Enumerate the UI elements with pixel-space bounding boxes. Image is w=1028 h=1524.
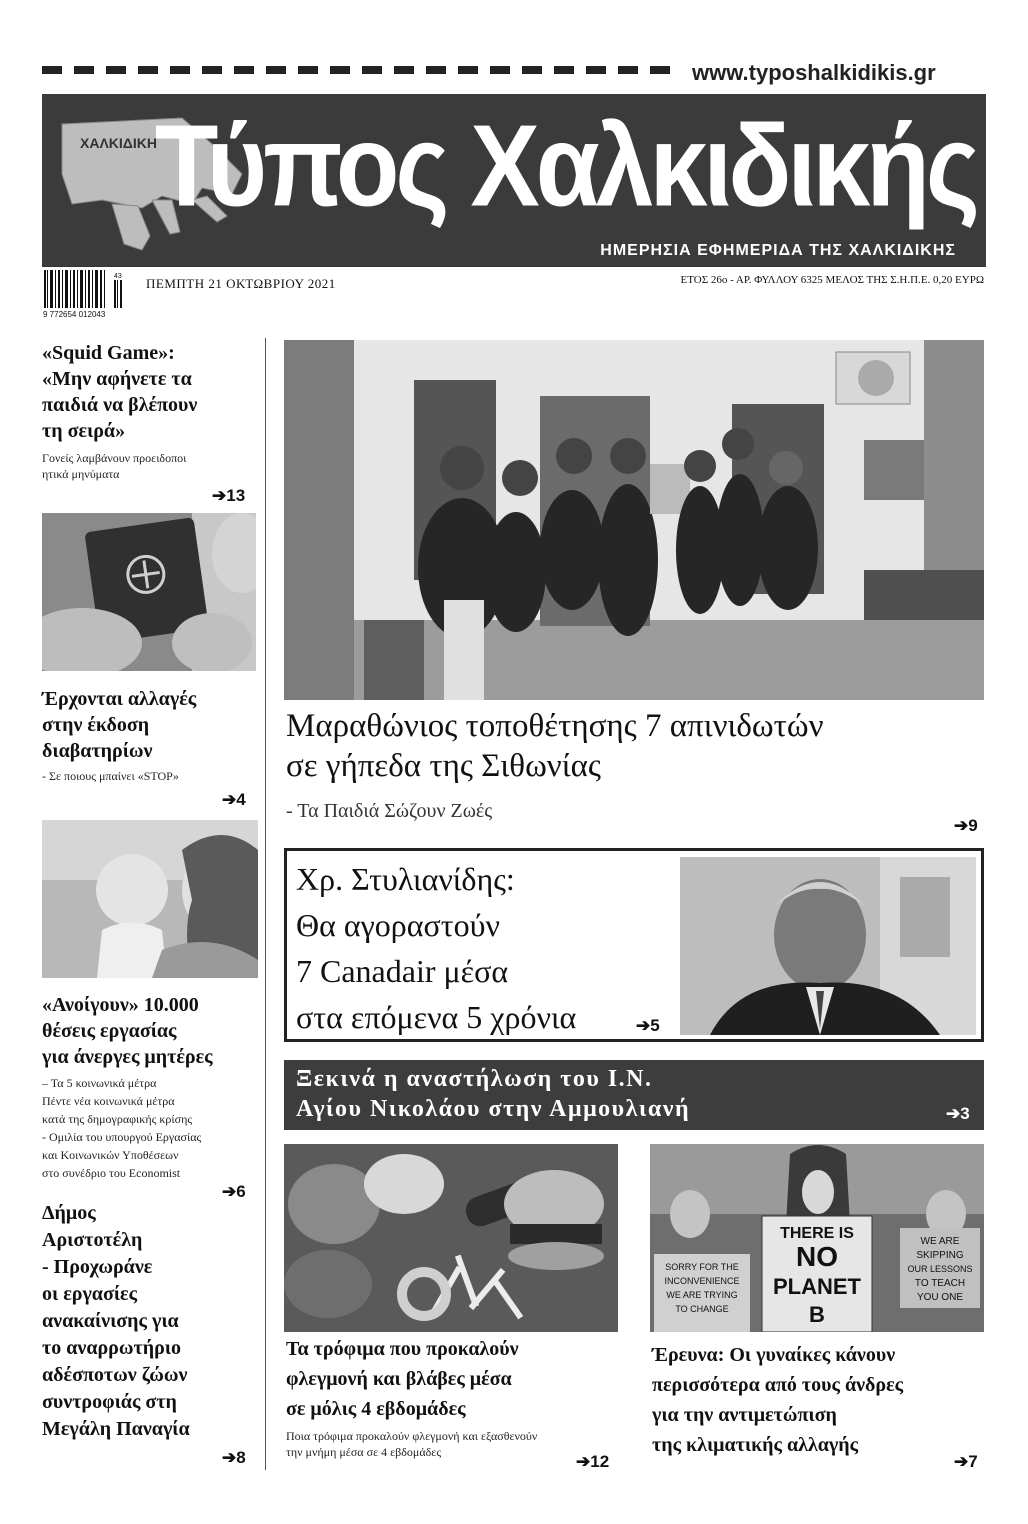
page-ref: ➔5 (636, 1016, 660, 1035)
map-label: ΧΑΛΚΙΔΙΚΗ (80, 135, 157, 151)
barcode-image (42, 268, 128, 318)
food-story[interactable] (286, 1334, 616, 1460)
page-ref: ➔3 (946, 1104, 970, 1123)
story-headline: «Ανοίγουν» 10.000 θέσεις εργασίας για άνεργες μητέρες (42, 994, 213, 1068)
main-headline[interactable]: Μαραθώνιος τοποθέτησης 7 απινιδωτών σε γήπεδα της Σιθωνίας (286, 708, 824, 784)
issue-date: ΠΕΜΠΤΗ 21 ΟΚΤΩΒΡΙΟΥ 2021 (146, 276, 336, 291)
story-subtitle: – Τα 5 κοινωνικά μέτρα Πέντε νέα κοινωνικά μέτρα κατά της δημογραφικής κρίσης - Ομιλία του υπουργού Εργασίας και Κοινωνικών Υποθέσεων στο συνέδριο του Economist (42, 1076, 202, 1180)
info-rule (42, 266, 986, 267)
sign-text: B (809, 1302, 825, 1327)
sign-text: INCONVENIENCE (664, 1276, 740, 1286)
climate-story[interactable] (652, 1340, 982, 1460)
barcode-number: 9 772654 012043 (43, 310, 106, 318)
passport-story[interactable] (42, 686, 262, 784)
sign-text: TO TEACH (914, 1278, 966, 1289)
page-ref: ➔9 (954, 816, 978, 835)
church-headline: Ξεκινά η αναστήλωση του Ι.Ν. Αγίου Νικολάου στην Αμμουλιανή (296, 1066, 691, 1122)
sign-text: PLANET (773, 1274, 861, 1299)
masthead (42, 94, 986, 266)
sign-text: TO CHANGE (675, 1304, 729, 1314)
page-ref: ➔12 (576, 1452, 610, 1471)
stylianidis-photo (680, 857, 976, 1035)
page-ref: ➔6 (222, 1182, 246, 1201)
page-ref: ➔8 (222, 1448, 246, 1467)
sign-text: SORRY FOR THE (665, 1262, 739, 1272)
sign-text: NO (796, 1241, 838, 1272)
sign-text: SKIPPING (916, 1250, 964, 1261)
passport-photo (42, 513, 256, 671)
story-headline: Τα τρόφιμα που προκαλούν φλεγμονή και βλάβες μέσα σε μόλις 4 εβδομάδες (286, 1338, 519, 1420)
sign-text: THERE IS (780, 1225, 854, 1242)
story-subtitle: Γονείς λαμβάνουν προειδοποι ητικά μηνύματα (42, 451, 187, 481)
sign-text: YOU ONE (916, 1292, 964, 1303)
sign-text: WE ARE TRYING (666, 1290, 738, 1300)
newspaper-title: Τύπος Χαλκιδικής (154, 101, 976, 232)
squid-game-story[interactable] (42, 340, 262, 482)
sign-text: OUR LESSONS (907, 1264, 973, 1274)
climate-protest-photo (650, 1144, 984, 1332)
page-ref: ➔4 (222, 790, 246, 809)
story-headline: Δήμος Αριστοτέλη - Προχωράνε οι εργασίες ανακαίνισης για το αναρρωτήριο αδέσποτων ζώων συντροφιάς στη Μεγάλη Παναγία (42, 1202, 190, 1440)
page-ref: ➔7 (954, 1452, 978, 1471)
story-headline: Έρευνα: Οι γυναίκες κάνουν περισσότερα από τους άνδρες για την αντιμετώπιση της κλιματικής αλλαγής (652, 1344, 904, 1456)
page-ref: ➔13 (212, 486, 246, 505)
main-subtitle: - Τα Παιδιά Σώζουν Ζωές (286, 800, 493, 822)
aristotelis-story[interactable] (42, 1200, 262, 1443)
junk-food-photo (284, 1144, 618, 1332)
sign-text: WE ARE (920, 1236, 960, 1247)
newspaper-subtitle: ΗΜΕΡΗΣΙΑ ΕΦΗΜΕΡΙΔΑ ΤΗΣ ΧΑΛΚΙΔΙΚΗΣ (600, 242, 956, 259)
mother-baby-photo (42, 820, 258, 978)
story-headline: «Squid Game»: «Μην αφήνετε τα παιδιά να βλέπουν τη σειρά» (42, 342, 198, 442)
column-divider (265, 338, 266, 1470)
story-subtitle: - Σε ποιους μπαίνει «STOP» (42, 769, 179, 783)
defibrillator-group-photo (284, 340, 984, 700)
site-url[interactable]: www.typoshalkidikis.gr (692, 60, 936, 85)
story-headline: Έρχονται αλλαγές στην έκδοση διαβατηρίων (42, 688, 197, 762)
issue-info: ΕΤΟΣ 26ο - ΑΡ. ΦΥΛΛΟΥ 6325 ΜΕΛΟΣ ΤΗΣ Σ.Η.Π.Ε. 0,20 ΕΥΡΩ (680, 274, 984, 286)
top-dash-rule (42, 66, 682, 74)
mothers-jobs-story[interactable] (42, 992, 262, 1182)
stylianidis-headline[interactable]: Χρ. Στυλιανίδης: Θα αγοραστούν 7 Canadair μέσα στα επόμενα 5 χρόνια (296, 861, 577, 1035)
barcode-code: 43 (114, 273, 122, 280)
story-subtitle: Ποια τρόφιμα προκαλούν φλεγμονή και εξασθενούν την μνήμη μέσα σε 4 εβδομάδες (286, 1429, 538, 1459)
